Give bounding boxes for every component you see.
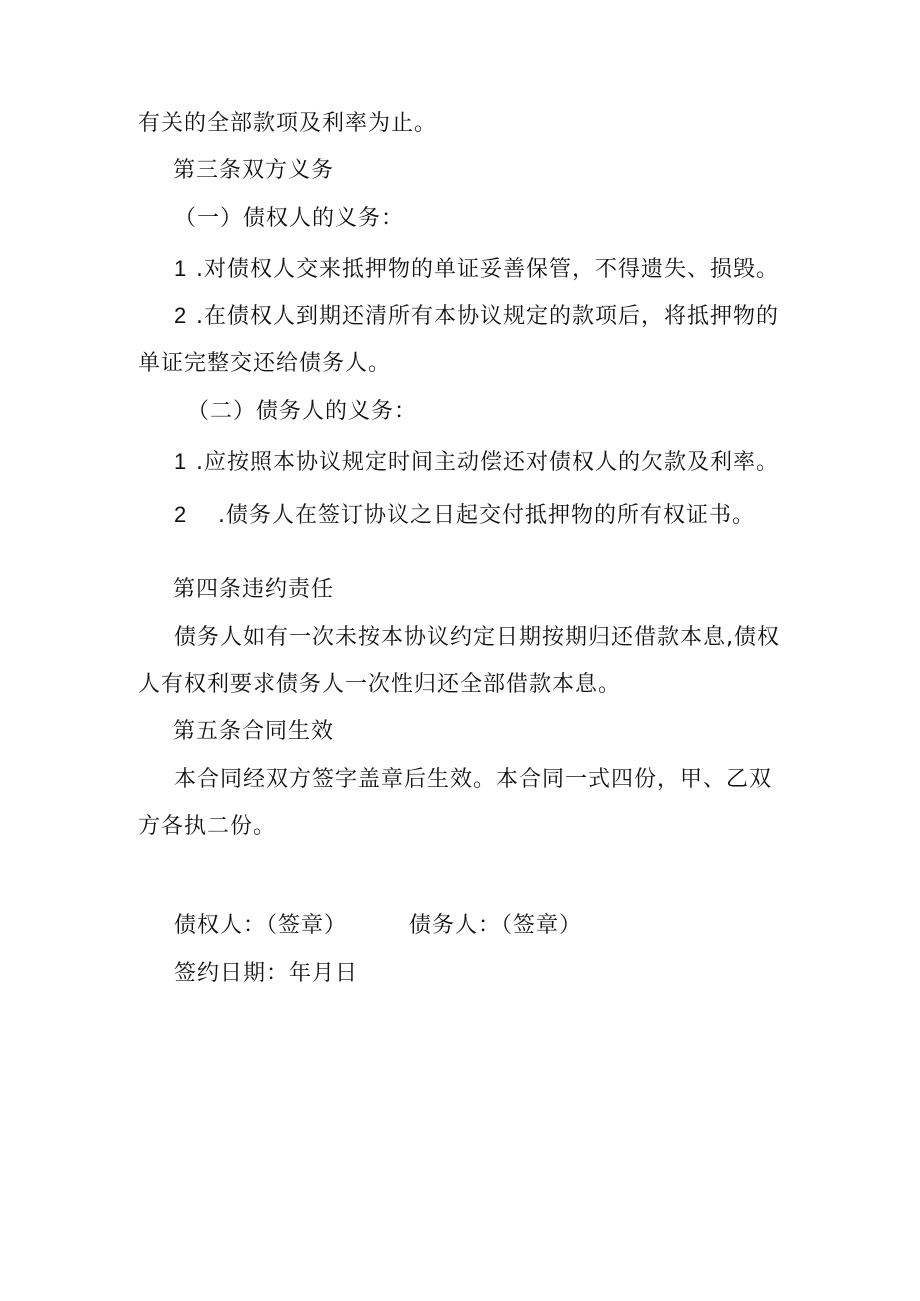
list-item	[174, 301, 779, 332]
creditor-signature: 债权人：（签章）	[174, 913, 348, 938]
list-number: 1	[174, 449, 188, 474]
paragraph-line: 有关的全部款项及利率为止。	[138, 111, 438, 136]
paragraph-line: 人有权利要求债务人一次性归还全部借款本息。	[138, 672, 622, 697]
list-item	[174, 500, 755, 531]
list-item-text: .应按照本协议规定时间主动偿还对债权人的欠款及利率。	[196, 450, 779, 475]
article-5-heading: 第五条合同生效	[173, 719, 335, 744]
paragraph-line: 单证完整交还给债务人。	[138, 351, 392, 376]
debtor-signature: 债务人：（签章）	[409, 913, 583, 938]
signature-line	[174, 911, 582, 941]
list-item-text: .在债权人到期还清所有本协议规定的款项后，将抵押物的	[196, 304, 779, 329]
creditor-obligations-heading: （一）债权人的义务：	[174, 206, 405, 231]
signing-date: 签约日期：年月日	[174, 961, 359, 986]
list-number: 2	[174, 303, 188, 328]
paragraph-line: 债务人如有一次未按本协议约定日期按期归还借款本息,债权	[174, 625, 780, 650]
article-3-heading: 第三条双方义务	[173, 158, 335, 183]
article-4-heading: 第四条违约责任	[173, 577, 335, 602]
debtor-obligations-heading: （二）债务人的义务：	[187, 399, 418, 424]
list-item-text: .债务人在签订协议之日起交付抵押物的所有权证书。	[218, 503, 755, 528]
list-number: 1	[174, 256, 188, 281]
list-number: 2	[174, 502, 188, 527]
paragraph-line: 方各执二份。	[138, 814, 277, 839]
paragraph-line: 本合同经双方签字盖章后生效。本合同一式四份，甲、乙双	[174, 767, 773, 792]
list-item	[174, 254, 779, 285]
list-item-text: .对债权人交来抵押物的单证妥善保管，不得遗失、损毁。	[196, 257, 779, 282]
list-item	[174, 447, 779, 478]
